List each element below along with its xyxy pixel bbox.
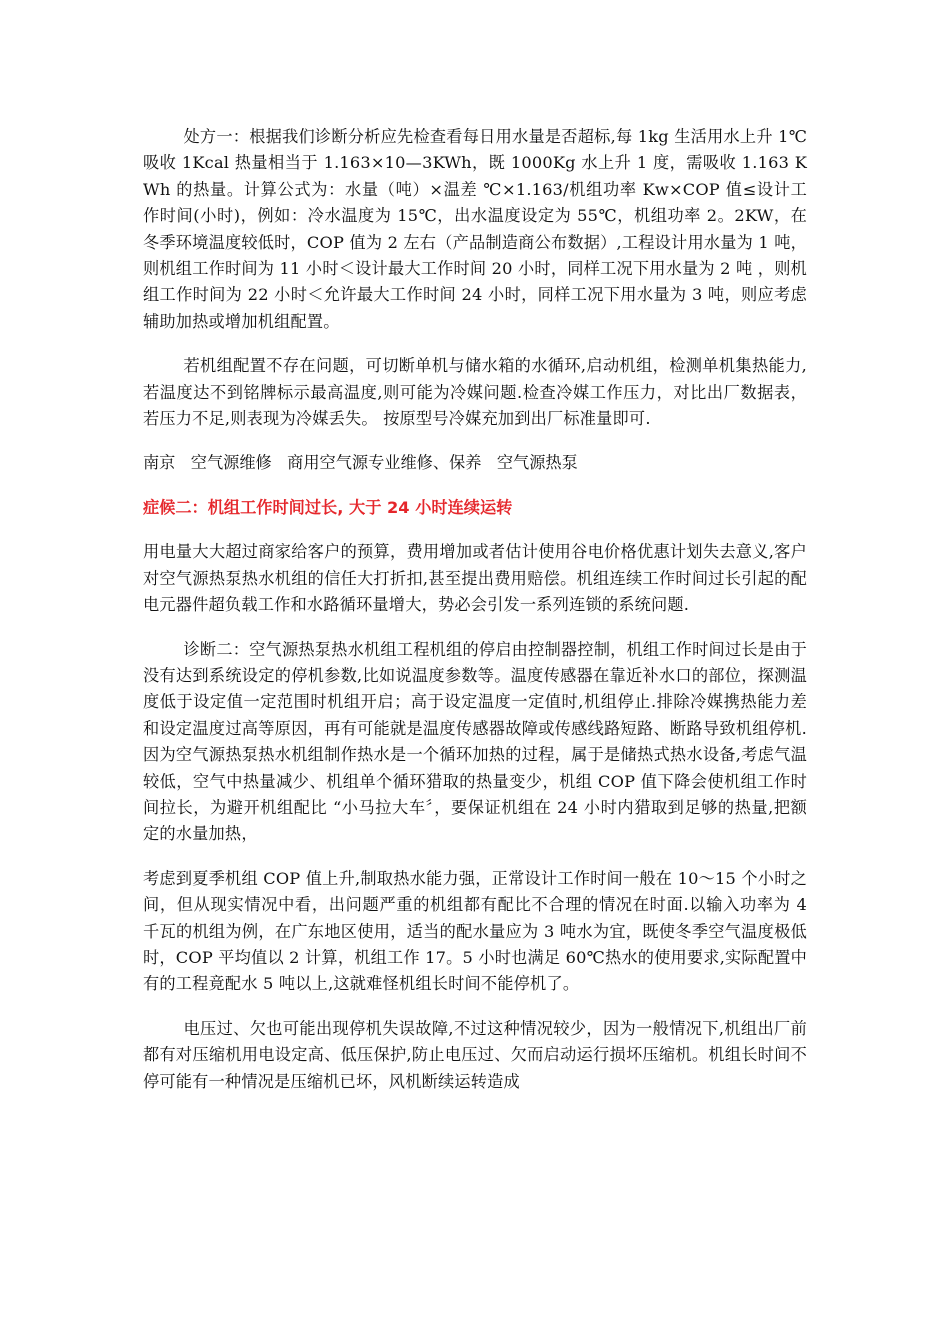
paragraph-summer-cop: 考虑到夏季机组 COP 值上升,制取热水能力强，正常设计工作时间一般在 10～15 个小时之间，但从现实情况中看，出问题严重的机组都有配比不合理的情况在时面.以输入功率为 4 千瓦的机组为例，在广东地区使用，适当的配水量应为 3 吨水为宜，既使冬季空气温度极低时，COP 平均值以 2 计算，机组工作 17。5 小时也满足 60℃热水的使用要求,实际配置中有的工程竟配水 5 吨以上,这就难怪机组长时间不能停机了。 <box>143 868 807 994</box>
paragraph-diagnosis-two: 诊断二：空气源热泵热水机组工程机组的停启由控制器控制，机组工作时间过长是由于没有达到系统设定的停机参数,比如说温度参数等。温度传感器在靠近补水口的部位，探测温度低于设定值一定范围时机组开启；高于设定温度一定值时,机组停止.排除冷媒携热能力差和设定温度过高等原因，再有可能就是温度传感器故障或传感线路短路、断路导致机组停机.因为空气源热泵热水机组制作热水是一个循环加热的过程，属于是储热式热水设备,考虑气温较低，空气中热量减少、机组单个循环猎取的热量变少，机组 COP 值下降会使机组工作时间拉长，为避开机组配比 “小马拉大车〞，要保证机组在 24 小时内猎取到足够的热量,把额定的水量加热， <box>143 639 807 844</box>
paragraph-refrigerant-check: 若机组配置不存在问题，可切断单机与储水箱的水循环,启动机组，检测单机集热能力,若温度达不到铭牌标示最高温度,则可能为冷媒问题.检查冷媒工作压力，对比出厂数据表，若压力不足,则表现为冷媒丢失。 按原型号冷媒充加到出厂标准量即可. <box>143 356 807 429</box>
paragraph-voltage: 电压过、欠也可能出现停机失误故障,不过这种情况较少，因为一般情况下,机组出厂前都有对压缩机用电设定高、低压保护,防止电压过、欠而启动运行损坏压缩机。机组长时间不停可能有一种情况是压缩机已坏，风机断续运转造成 <box>143 1018 807 1091</box>
paragraph-prescription-one: 处方一：根据我们诊断分析应先检查看每日用水量是否超标,每 1kg 生活用水上升 1℃吸收 1Kcal 热量相当于 1.163×10—3KWh，既 1000Kg 水上升 1 度，需吸收 1.163 KWh 的热量。计算公式为：水量（吨）×温差 ℃×1.163/机组功率 Kw×COP 值≤设计工作时间(小时)，例如：冷水温度为 15℃，出水温度设定为 55℃，机组功率 2。2KW，在冬季环境温度较低时，COP 值为 2 左右（产品制造商公布数据）,工程设计用水量为 1 吨，则机组工作时间为 11 小时＜设计最大工作时间 20 小时，同样工况下用水量为 2 吨 ，则机组工作时间为 22 小时＜允许最大工作时间 24 小时，同样工况下用水量为 3 吨，则应考虑辅助加热或增加机组配置。 <box>143 127 807 331</box>
keywords-line: 南京 空气源维修 商用空气源专业维修、保养 空气源热泵 <box>143 453 578 473</box>
document-page <box>143 124 807 1095</box>
section-heading-symptom-two: 症候二：机组工作时间过长, 大于 24 小时连续运转 <box>143 497 513 517</box>
paragraph-electricity-usage: 用电量大大超过商家给客户的预算，费用增加或者估计使用谷电价格优惠计划失去意义,客户对空气源热泵热水机组的信任大打折扣,甚至提出费用赔偿。机组连续工作时间过长引起的配电元器件超负载工作和水路循环量增大，势必会引发一系列连锁的系统问题. <box>143 542 807 615</box>
